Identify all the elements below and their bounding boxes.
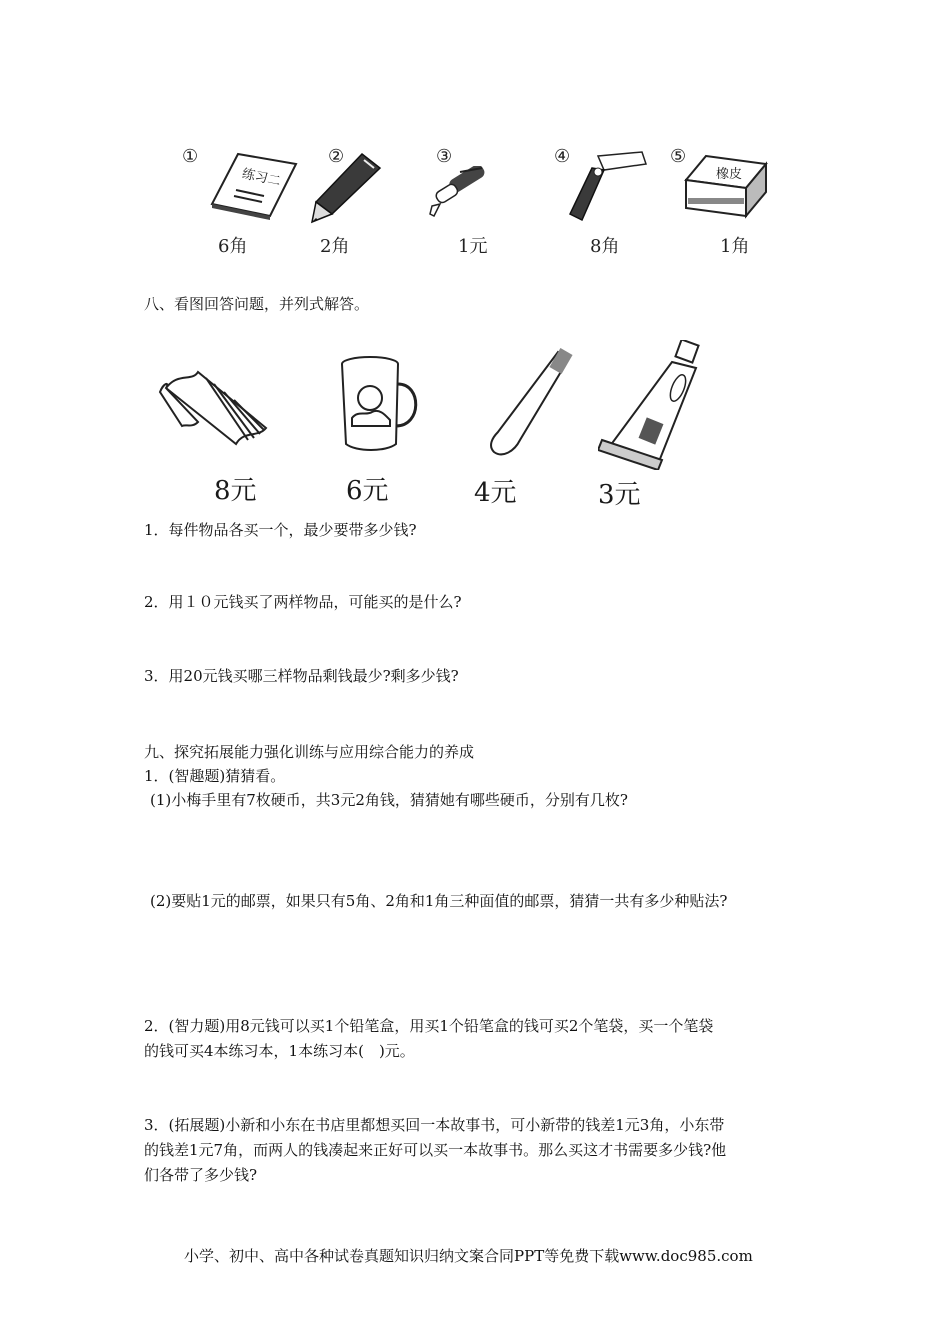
problem-1b: (2)要贴1元的邮票，如果只有5角、2角和1角三种面值的邮票，猜猜一共有多少种贴法? <box>150 892 728 910</box>
page-footer: 小学、初中、高中各种试卷真题知识归纳文案合同PPT等免费下载www.doc985.com <box>184 1247 753 1265</box>
stapler-icon <box>568 150 652 226</box>
pencil-icon <box>308 152 384 226</box>
eraser-icon <box>676 152 772 224</box>
item-price: 4元 <box>474 478 517 508</box>
toothbrush-icon <box>484 348 574 460</box>
item-number: ① <box>182 146 199 167</box>
problem-3-line1: 3．(拓展题)小新和小东在书店里都想买回一本故事书，可小新带的钱差1元3角，小东带 <box>144 1116 725 1134</box>
problem-3-line2: 的钱差1元7角，而两人的钱凑起来正好可以买一本故事书。那么买这才书需要多少钱?他 <box>144 1141 727 1159</box>
problem-2-line1: 2．(智力题)用8元钱可以买1个铅笔盒，用买1个铅笔盒的钱可买2个笔袋，买一个笔袋 <box>144 1017 714 1035</box>
item-price: 8角 <box>590 236 620 257</box>
problem-3-line3: 们各带了多少钱? <box>144 1166 258 1184</box>
notebook-icon <box>208 150 300 222</box>
question-2: 2．用１０元钱买了两样物品，可能买的是什么? <box>144 593 462 611</box>
item-number: ③ <box>436 146 453 167</box>
problem-1a: (1)小梅手里有7枚硬币，共3元2角钱，猜猜她有哪些硬币，分别有几枚? <box>150 791 628 809</box>
problem-2-line2: 的钱可买4本练习本，1本练习本( )元。 <box>144 1042 415 1060</box>
eraser-label: 橡皮 <box>716 167 743 182</box>
section8-heading: 八、看图回答问题，并列式解答。 <box>144 295 370 313</box>
item-number: ⑤ <box>670 146 687 167</box>
problem-1: 1．(智趣题)猜猜看。 <box>144 767 286 785</box>
toothpaste-icon <box>598 340 708 470</box>
cup-icon <box>336 354 426 454</box>
item-price: 6角 <box>218 236 248 257</box>
toiletries-figure <box>150 340 790 510</box>
stationery-figure <box>170 140 790 260</box>
pen-icon <box>426 166 492 224</box>
item-number: ④ <box>554 146 571 167</box>
item-number: ② <box>328 146 345 167</box>
question-3: 3．用20元钱买哪三样物品剩钱最少?剩多少钱? <box>144 667 459 685</box>
section9-heading: 九、探究拓展能力强化训练与应用综合能力的养成 <box>144 743 475 761</box>
notebook-label: 练习二 <box>240 166 282 190</box>
item-price: 1元 <box>458 236 488 257</box>
item-price: 1角 <box>720 236 750 257</box>
question-1: 1．每件物品各买一个，最少要带多少钱? <box>144 521 417 539</box>
item-price: 6元 <box>346 476 389 506</box>
item-price: 8元 <box>214 476 257 506</box>
towel-icon <box>158 352 276 452</box>
item-price: 2角 <box>320 236 350 257</box>
item-price: 3元 <box>598 480 641 510</box>
